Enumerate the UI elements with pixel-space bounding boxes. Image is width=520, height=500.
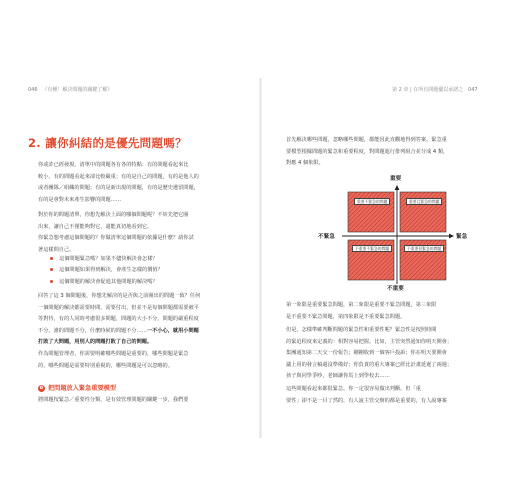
section-title: 2. 讓你糾結的是優先問題嗎？ bbox=[28, 136, 187, 150]
left-header bbox=[28, 86, 112, 93]
text-line: 議上用的發言稿還沒準備好；你負責的重大專案已經比計畫延遲了兩週； bbox=[286, 361, 453, 368]
text-line: 你或許已經發現，清單中的問題各有各的特點：有的問題看起來比 bbox=[38, 162, 189, 168]
paragraph-r4 bbox=[286, 384, 447, 407]
axis-label-important: 重要 bbox=[390, 176, 402, 182]
subsection-heading-text: 把問題放入緊急重要模型 bbox=[48, 385, 117, 392]
list-item bbox=[50, 254, 163, 265]
right-page-number: 047 bbox=[468, 87, 478, 93]
left-running-title: 《有種！解決問題的關鍵了解》 bbox=[42, 87, 113, 93]
text-line: 有的是會對未來產生影響的問題…… bbox=[38, 196, 122, 203]
list-item bbox=[50, 277, 163, 288]
bullet-icon bbox=[50, 280, 53, 283]
list-item-text: 這個問題緊急嗎？如果不儘快解決會怎樣？ bbox=[59, 256, 158, 262]
text-line: 首先解決哪些問題，忽略哪些問題，都能因此直觀地得到答案。緊急重 bbox=[286, 137, 447, 143]
paragraph-1 bbox=[38, 160, 199, 206]
text-run: 不分，誰的問題不分，什麼時候的問題不分…… bbox=[38, 327, 147, 334]
text-line: 出來，讓自己不僅能夠對它，還能真切地看到它。 bbox=[38, 223, 153, 230]
text-line: 對應 4 個象限。 bbox=[286, 160, 324, 167]
right-running-title: 第 2 章 | 在所有問題優以承諾之 bbox=[392, 87, 464, 93]
question-list bbox=[50, 254, 163, 288]
emphasis-line: 打敗了大問題，用別人的問題打敗了自己的問題。 bbox=[38, 339, 153, 346]
text-line: 著這樣問自己。 bbox=[38, 246, 75, 253]
text-line: 這些問題看起來都很緊急，你一定很容易做出判斷。但「重 bbox=[286, 386, 421, 392]
paragraph-r3 bbox=[286, 325, 452, 383]
text-line: 對於你的問題清單，你想先解決上面的哪個問題呢？不妨先把它圈 bbox=[38, 212, 189, 218]
bullet-icon bbox=[50, 268, 53, 271]
emphasis-text: 一不小心，就用小問題 bbox=[146, 327, 199, 334]
up-arrow-icon bbox=[395, 185, 400, 190]
text-line: 集團通知第二天交一份報告；剛剛收到一個客戶投訴；你在明天要開會 bbox=[286, 350, 447, 357]
text-line: 或者團隊／組織的問題；有的是新出現的問題，有的是歷史遺留問題， bbox=[38, 185, 199, 192]
quadrant-label-important-urgent: 重要且緊急的問題 bbox=[406, 198, 442, 205]
text-line: 要模型根據問題的緊急和重要程度，對問題進行排列組合並分成 4 類， bbox=[286, 148, 449, 155]
text-line: 第一象限是重要緊急問題，第二象限是重要不緊急問題，第三象限 bbox=[286, 302, 437, 308]
paragraph-6 bbox=[38, 395, 188, 407]
text-line: 較小，有的問題看起來卻比較嚴重；有的是自己的問題，有的是他人的 bbox=[38, 173, 199, 180]
matrix-graphic bbox=[322, 180, 472, 292]
quadrant-label-important-not-urgent: 重要不緊急的問題 bbox=[354, 198, 390, 205]
axis-label-not-urgent: 不緊急 bbox=[318, 234, 335, 240]
quadrant-label-not-important-urgent: 不重要但緊急的問題 bbox=[404, 245, 444, 252]
axis-label-not-important: 不重要 bbox=[387, 286, 404, 292]
left-page-number: 046 bbox=[28, 87, 38, 93]
paragraph-3 bbox=[38, 233, 194, 256]
list-item-text: 這個問題如果得到解決，會產生怎樣的價值？ bbox=[59, 267, 163, 274]
text-line: 等對待，有的人同時考慮很多問題，問題的大小不分，問題的嚴重程度 bbox=[38, 316, 199, 323]
paragraph-r1 bbox=[286, 135, 448, 170]
paragraph-4 bbox=[38, 291, 200, 349]
paragraph-5 bbox=[38, 349, 188, 372]
text-line: 是不重要不緊急問題，第四象限是不重要緊急問題。 bbox=[286, 313, 406, 320]
text-line: 要性」卻不是一目了然的，有人說主管交辦的都是重要的，有人說專案 bbox=[286, 397, 447, 404]
axis-label-urgent: 緊急 bbox=[456, 234, 468, 240]
text-line: 一個問題的解決都需要時間、需要付出，但並不是每個問題都需要被平 bbox=[38, 304, 199, 311]
circled-number-icon: ❸ bbox=[39, 385, 44, 391]
right-header bbox=[392, 86, 478, 93]
text-line bbox=[38, 326, 200, 338]
text-line: 孩子與同學爭吵，老師讓你馬上到學校去…… bbox=[286, 373, 390, 380]
list-item bbox=[50, 265, 163, 276]
bullet-icon bbox=[50, 257, 53, 260]
paragraph-2 bbox=[38, 210, 188, 233]
urgency-importance-matrix bbox=[318, 176, 472, 292]
text-line: 作為問題管理者，你需要明確哪些問題是重要的，哪些問題是緊急 bbox=[38, 351, 189, 357]
list-item-text: 這個問題的解決會促進其他問題的解決嗎？ bbox=[59, 278, 158, 285]
text-line: 的緊迫程度來定義的：相對容易把握。比如，主管突然通知你明天開會； bbox=[286, 338, 453, 345]
text-line: 但是，怎樣準確判斷問題的緊急性和重要性呢？緊急性是按照時間 bbox=[286, 327, 437, 333]
quadrant-label-not-important-not-urgent: 不重要不緊急的問題 bbox=[352, 245, 392, 252]
text-line: 的，哪些問題是需要特別重視的，哪些問題是可以忽略的。 bbox=[38, 362, 173, 369]
text-line: 回答了這 3 個問題後，你想先解決的是否與之前圈出的問題一致？任何 bbox=[38, 293, 201, 299]
text-line: 你緊急想考慮這個問題的？你做清單這個問題的依據是什麼？請你試 bbox=[38, 235, 194, 241]
right-arrow-icon bbox=[449, 234, 454, 239]
paragraph-r2 bbox=[286, 300, 436, 323]
text-line: 將問題按緊急／重要性分類，是有效管理問題的關鍵一步，我們要 bbox=[38, 397, 189, 403]
subsection-heading bbox=[38, 383, 116, 392]
